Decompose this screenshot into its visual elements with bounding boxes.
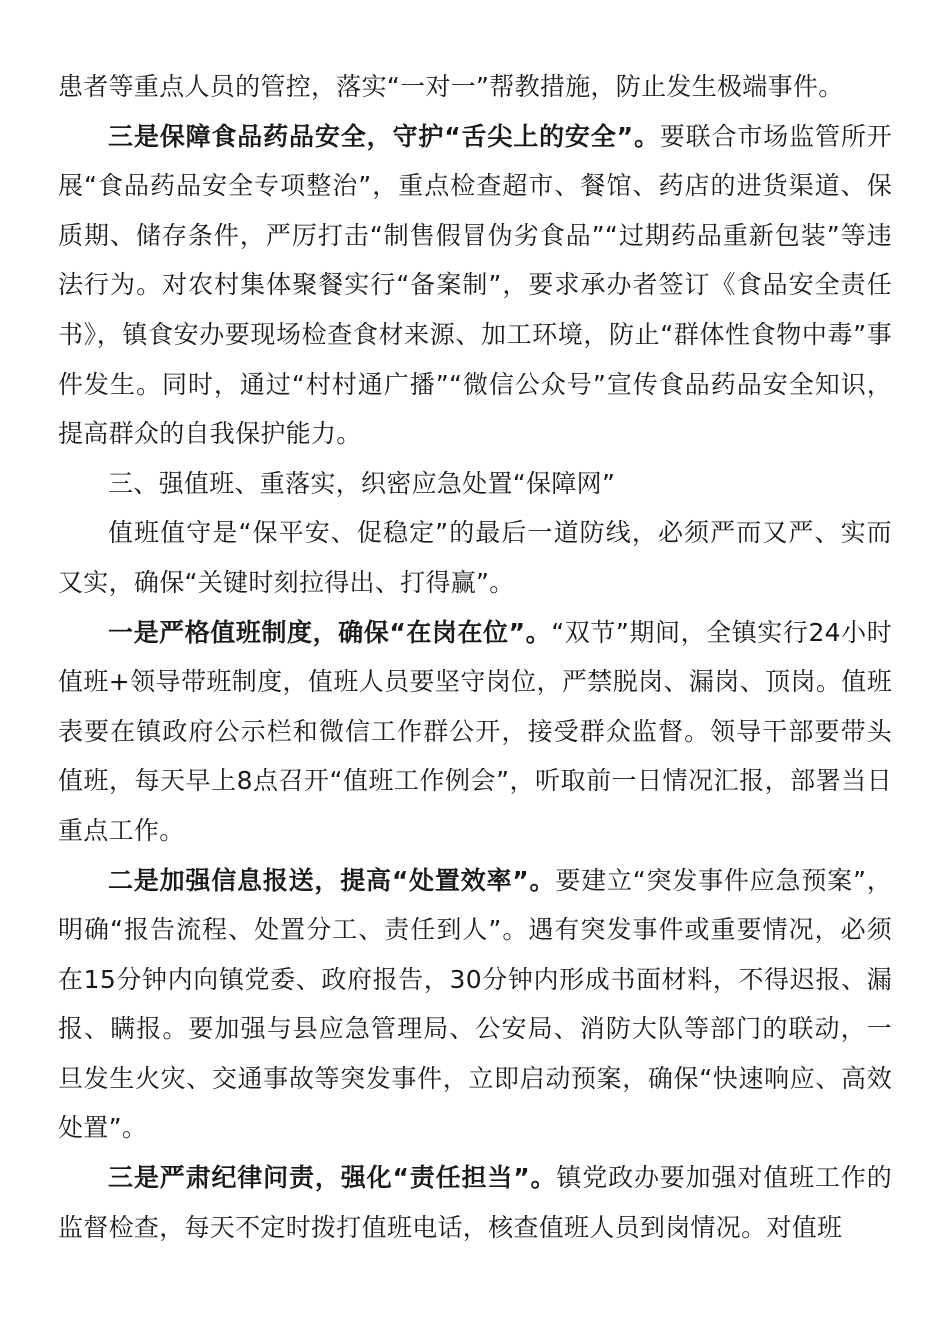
paragraph-2-text: 要联合市场监管所开展“食品药品安全专项整治”，重点检查超市、餐馆、药店的进货渠道、保质期、储存条件，严厉打击“制售假冒伪劣食品”“过期药品重新包装”等违法行为。对农村集体聚餐实行“备案制”，要求承办者签订《食品安全责任书》，镇食安办要现场检查食材来源、加工环境，防止“群体性食物中毒”事件发生。同时，通过“村村通广播”“微信公众号”宣传食品药品安全知识，提高群众的自我保护能力。	[58, 121, 893, 449]
paragraph-7-lead: 三是严肃纪律问责，强化“责任担当”。	[108, 1163, 557, 1193]
section-heading	[58, 459, 892, 509]
paragraph-7-text: 镇党政办要加强对值班工作的监督检查，每天不定时拨打值班电话，核查值班人员到岗情况。对值班	[58, 1163, 892, 1242]
paragraph-1-text: 患者等重点人员的管控，落实“一对一”帮教措施，防止发生极端事件。	[58, 72, 844, 101]
paragraph-5-lead: 一是严格值班制度，确保“在岗在位”。	[108, 617, 552, 647]
paragraph-6-lead: 二是加强信息报送，提高“处置效率”。	[108, 865, 556, 895]
paragraph-6-text: 要建立“突发事件应急预案”，明确“报告流程、处置分工、责任到人”。遇有突发事件或重要情况，必须在15分钟内向镇党委、政府报告，30分钟内形成书面材料，不得迟报、漏报、瞒报。要加强与县应急管理局、公安局、消防大队等部门的联动，一旦发生火灾、交通事故等突发事件，立即启动预案，确保“快速响应、高效处置”。	[58, 865, 893, 1143]
paragraph-2	[58, 112, 892, 459]
paragraph-5-text: “双节”期间，全镇实行24小时值班+领导带班制度，值班人员要坚守岗位，严禁脱岗、漏岗、顶岗。值班表要在镇政府公示栏和微信工作群公开，接受群众监督。领导干部要带头值班，每天早上8点召开“值班工作例会”，听取前一日情况汇报，部署当日重点工作。	[58, 617, 893, 845]
section-heading-text: 三、强值班、重落实，织密应急处置“保障网”	[108, 468, 616, 498]
document-page	[58, 62, 892, 1252]
paragraph-6	[58, 856, 892, 1154]
paragraph-4-text: 值班值守是“保平安、促稳定”的最后一道防线，必须严而又严、实而又实，确保“关键时刻拉得出、打得赢”。	[58, 518, 892, 597]
paragraph-1	[58, 62, 892, 112]
paragraph-7	[58, 1153, 892, 1252]
paragraph-4	[58, 508, 892, 607]
paragraph-5	[58, 608, 892, 856]
paragraph-2-lead: 三是保障食品药品安全，守护“舌尖上的安全”。	[108, 121, 660, 151]
